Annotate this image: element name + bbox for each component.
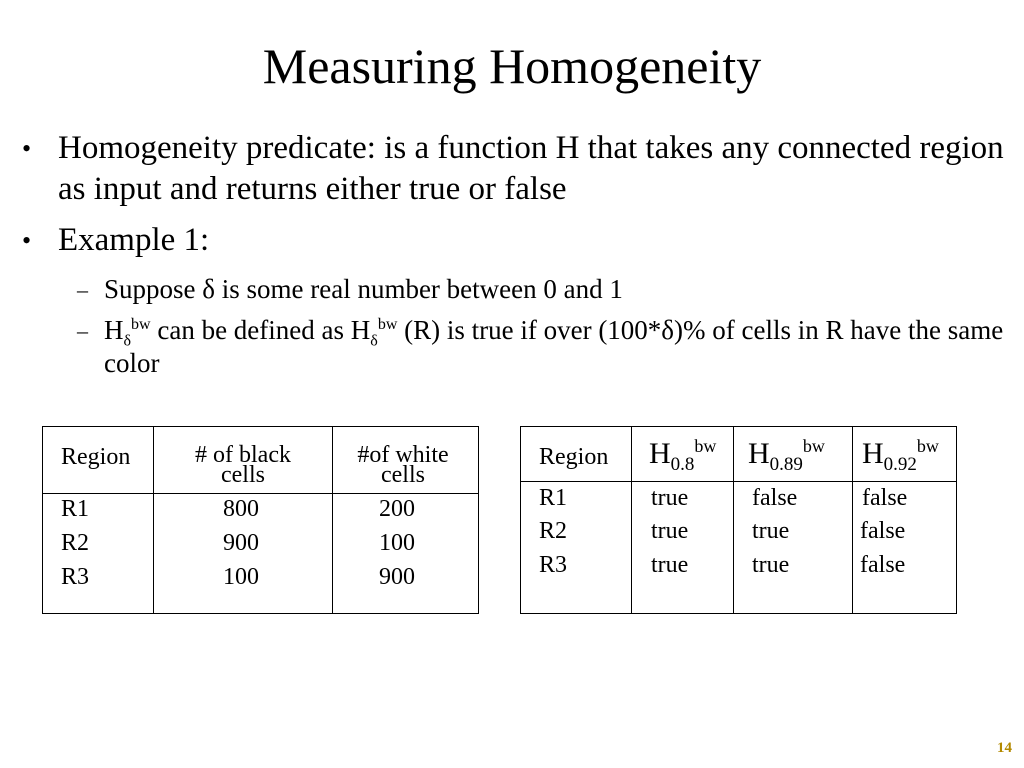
bullet-item [22,220,1012,261]
bullet-dot-icon: • [22,134,32,163]
table-cell: 900 [223,530,259,556]
table-cell: 100 [379,530,415,556]
h-symbol: H [748,437,770,470]
header-h-08 [649,436,717,475]
table-cell: R1 [61,496,90,522]
header-black-cells [173,442,313,488]
bullet-item [22,128,1012,210]
header-region: Region [539,444,609,470]
table-cell: false [860,518,906,544]
h-subscript: δ [123,332,132,350]
cell-count-table [42,426,479,614]
h-subscript: δ [370,332,378,350]
bullet-text: Example 1: [58,222,210,258]
table-cell: true [651,485,689,511]
header-white-cells [343,442,463,488]
table-cell: true [752,518,790,544]
sub-bullet-item [77,273,1012,306]
h-subscript: 0.89 [769,454,803,475]
header-h-092 [862,436,939,475]
table-cell: false [862,485,908,511]
table-cell: false [860,552,906,578]
header-line: #of white [357,442,449,468]
bullet-list [22,128,1012,380]
sub-bullet-text: Suppose δ is some real number between 0 and 1 [104,274,623,304]
table-cell: R3 [61,564,90,590]
bullet-text: Homogeneity predicate: is a function H that takes any connected region as input and returns either true or false [58,130,1004,207]
table-cell: R1 [539,485,568,511]
bullet-dot-icon: • [22,226,32,255]
table-cell: true [752,552,790,578]
table-cell: true [651,552,689,578]
table-cell: 100 [223,564,259,590]
header-line: cells [221,462,265,488]
h-superscript: bw [802,436,825,456]
h-superscript: bw [916,436,939,456]
h-subscript: 0.8 [670,454,695,475]
h-superscript: bw [377,316,398,333]
def-text-2: (R) is true if over (100*δ)% of cells in R have the same color [104,315,1004,378]
sub-bullet-item [77,314,1012,380]
page-number: 14 [997,740,1012,756]
header-line: # of black [195,442,291,468]
table-cell: R2 [61,530,90,556]
table-cell: 200 [379,496,415,522]
table-cell: 800 [223,496,259,522]
slide-title: Measuring Homogeneity [262,38,762,94]
header-region: Region [61,444,131,470]
h-subscript: 0.92 [883,454,917,475]
table-cell: R3 [539,552,568,578]
header-h-089 [748,436,825,475]
h-symbol: H [104,315,124,345]
h-symbol: H [862,437,884,470]
table-cell: true [651,518,689,544]
table-cell: R2 [539,518,568,544]
dash-icon: – [77,318,88,343]
def-text-1: can be defined as H [150,315,371,345]
dash-icon: – [77,277,88,302]
homogeneity-table [520,426,957,614]
h-superscript: bw [694,436,717,456]
h-symbol: H [649,437,671,470]
header-line: cells [381,462,425,488]
sub-bullet-list [77,273,1012,380]
table-cell: 900 [379,564,415,590]
table-cell: false [752,485,798,511]
h-superscript: bw [131,316,151,333]
